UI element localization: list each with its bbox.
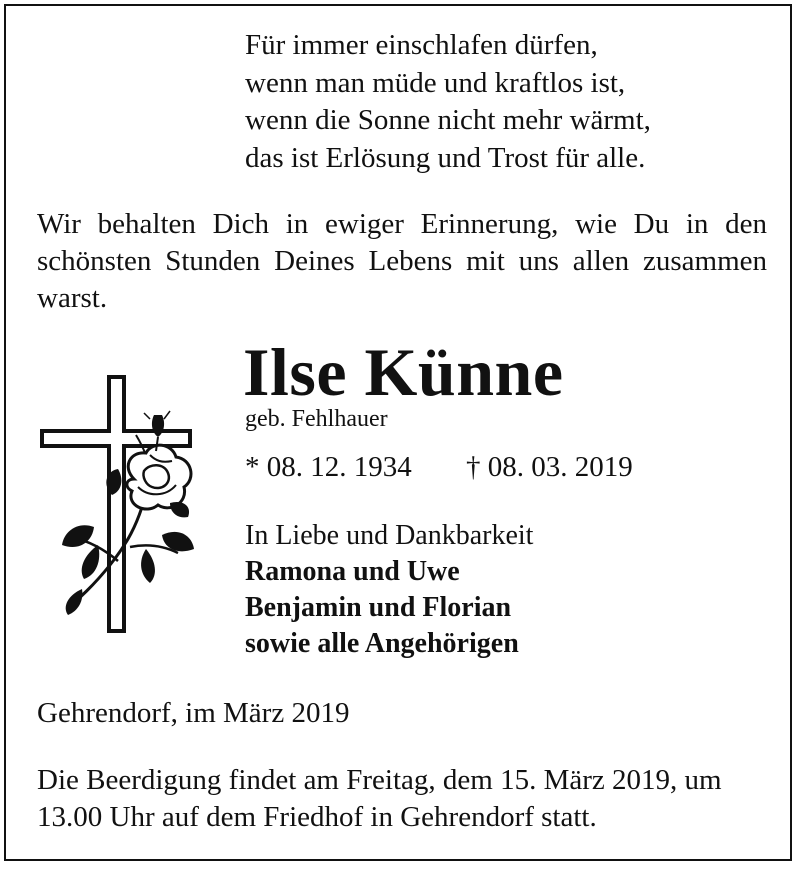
poem-line: das ist Erlösung und Trost für alle. xyxy=(245,141,646,174)
poem-line: Für immer einschlafen dürfen, xyxy=(245,29,598,61)
funeral-info: Die Beerdigung findet am Freitag, dem 15. März 2019, um 13.00 Uhr auf dem Friedhof in Gehrendorf statt. xyxy=(37,764,722,833)
deceased-name: Ilse Künne xyxy=(243,334,564,410)
maiden-name: geb. Fehlhauer xyxy=(245,406,388,432)
poem xyxy=(245,27,651,177)
mourner-name: sowie alle Angehörigen xyxy=(245,628,519,659)
birth-date: * 08. 12. 1934 xyxy=(245,451,412,483)
poem-line: wenn man müde und kraftlos ist, xyxy=(245,66,626,99)
mourners xyxy=(245,518,533,662)
poem-line: wenn die Sonne nicht mehr wärmt, xyxy=(245,104,651,136)
mourner-name: Benjamin und Florian xyxy=(245,592,512,623)
memory-text: Wir behalten Dich in ewiger Erinnerung, wie Du in den schönsten Stunden Deines Lebens mit uns allen zusammen warst. xyxy=(37,208,767,314)
death-date: † 08. 03. 2019 xyxy=(466,451,633,483)
cross-with-rose-icon xyxy=(38,375,198,635)
mourners-intro: In Liebe und Dankbarkeit xyxy=(245,520,534,551)
place-date: Gehrendorf, im März 2019 xyxy=(37,697,350,729)
mourner-name: Ramona und Uwe xyxy=(245,556,460,587)
